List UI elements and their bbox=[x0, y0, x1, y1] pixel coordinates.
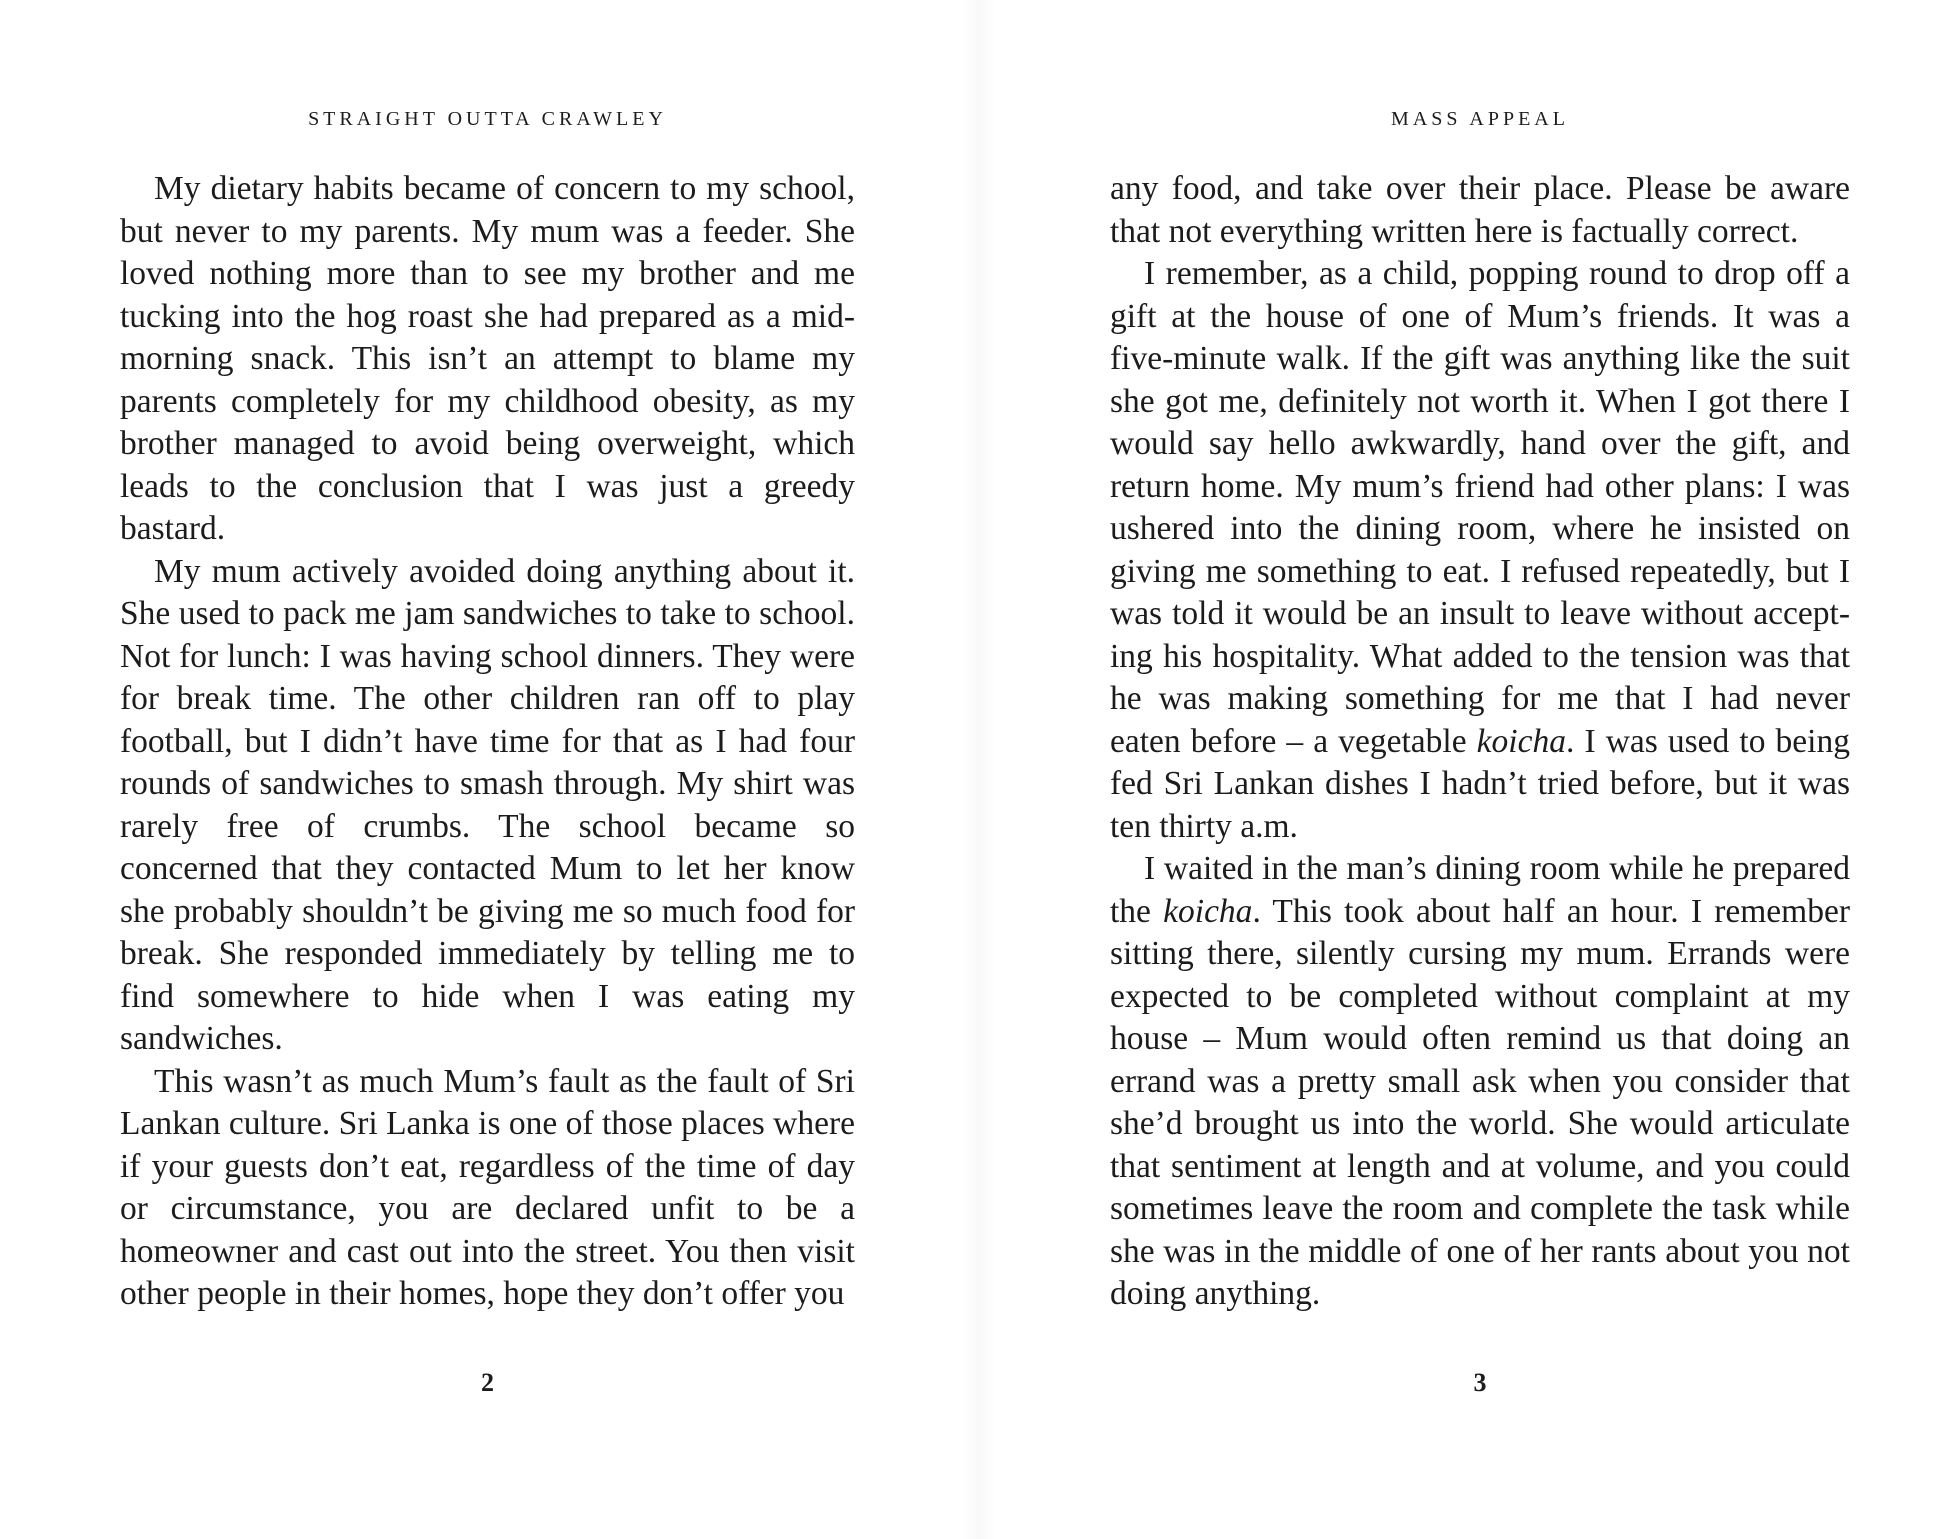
right-page-body bbox=[1110, 168, 1850, 1316]
paragraph-text: I remember, as a child, popping round to drop off a gift at the house of one of Mum’s friends. It was a five-minute walk. If the gift was anything like the suit she got me, definitely not worth it. When I got there I would say hello awkwardly, hand over the gift, and return home. My mum’s friend had other plans: I was ushered into the dining room, where he insisted on giving me something to eat. I refused repeatedly, but I was told it would be an insult to leave without accepting his hospitality. What added to the tension was that he was making something for me that I had never eaten before – a vegetable bbox=[1110, 255, 1850, 760]
running-head-right: MASS APPEAL bbox=[1391, 108, 1569, 130]
paragraph-text: . I was used to being fed Sri Lankan dishes I hadn’t tried before, but it was ten thirty a.m. bbox=[1110, 722, 1850, 845]
left-page bbox=[120, 0, 855, 1539]
paragraph bbox=[1110, 253, 1850, 848]
page-number-left: 2 bbox=[481, 1368, 494, 1397]
paragraph-text: . This took about half an hour. I remember sitting there, silently cursing my mum. Errands were expected to be completed without complaint at my house – Mum would often remind us that doing an errand was a pretty small ask when you consider that she’d brought us into the world. She would articulate that sentiment at length and at volume, and you could sometimes leave the room and complete the task while she was in the middle of one of her rants about you not doing anything. bbox=[1110, 892, 1850, 1312]
paragraph: This wasn’t as much Mum’s fault as the fault of Sri Lankan culture. Sri Lanka is one of those places where if your guests don’t eat, regardless of the time of day or circumstance, you are declared unfit to be a homeowner and cast out into the street. You then visit other people in their homes, hope they don’t offer you bbox=[120, 1062, 855, 1312]
paragraph-text: I waited in the man’s dining room while he prepared the bbox=[1110, 850, 1850, 930]
paragraph: My dietary habits became of concern to my school, but never to my parents. My mum was a feeder. She loved nothing more than to see my brother and me tucking into the hog roast she had prepared as a mid-morning snack. This isn’t an attempt to blame my parents completely for my childhood obesity, as my brother managed to avoid being overweight, which leads to the conclusion that I was just a greedy bastard. bbox=[120, 170, 855, 547]
italic-term: koicha bbox=[1476, 722, 1566, 760]
book-gutter bbox=[960, 0, 996, 1539]
paragraph: My mum actively avoided doing anything about it. She used to pack me jam sandwiches to take to school. Not for lunch: I was having school dinners. They were for break time. The other children ran off to play football, but I didn’t have time for that as I had four rounds of sandwiches to smash through. My shirt was rarely free of crumbs. The school became so concerned that they contacted Mum to let her know she probably shouldn’t be giving me so much food for break. She responded immediately by telling me to find somewhere to hide when I was eating my sandwiches. bbox=[120, 552, 855, 1057]
page-number-right: 3 bbox=[1473, 1368, 1487, 1397]
right-page bbox=[1110, 0, 1850, 1539]
paragraph bbox=[1110, 848, 1850, 1316]
paragraph-continuation: any food, and take over their place. Please be aware that not everything written here is factually correct. bbox=[1110, 170, 1850, 250]
running-head-left: STRAIGHT OUTTA CRAWLEY bbox=[308, 108, 667, 130]
left-page-body bbox=[120, 168, 855, 1316]
italic-term: koicha bbox=[1163, 892, 1253, 930]
